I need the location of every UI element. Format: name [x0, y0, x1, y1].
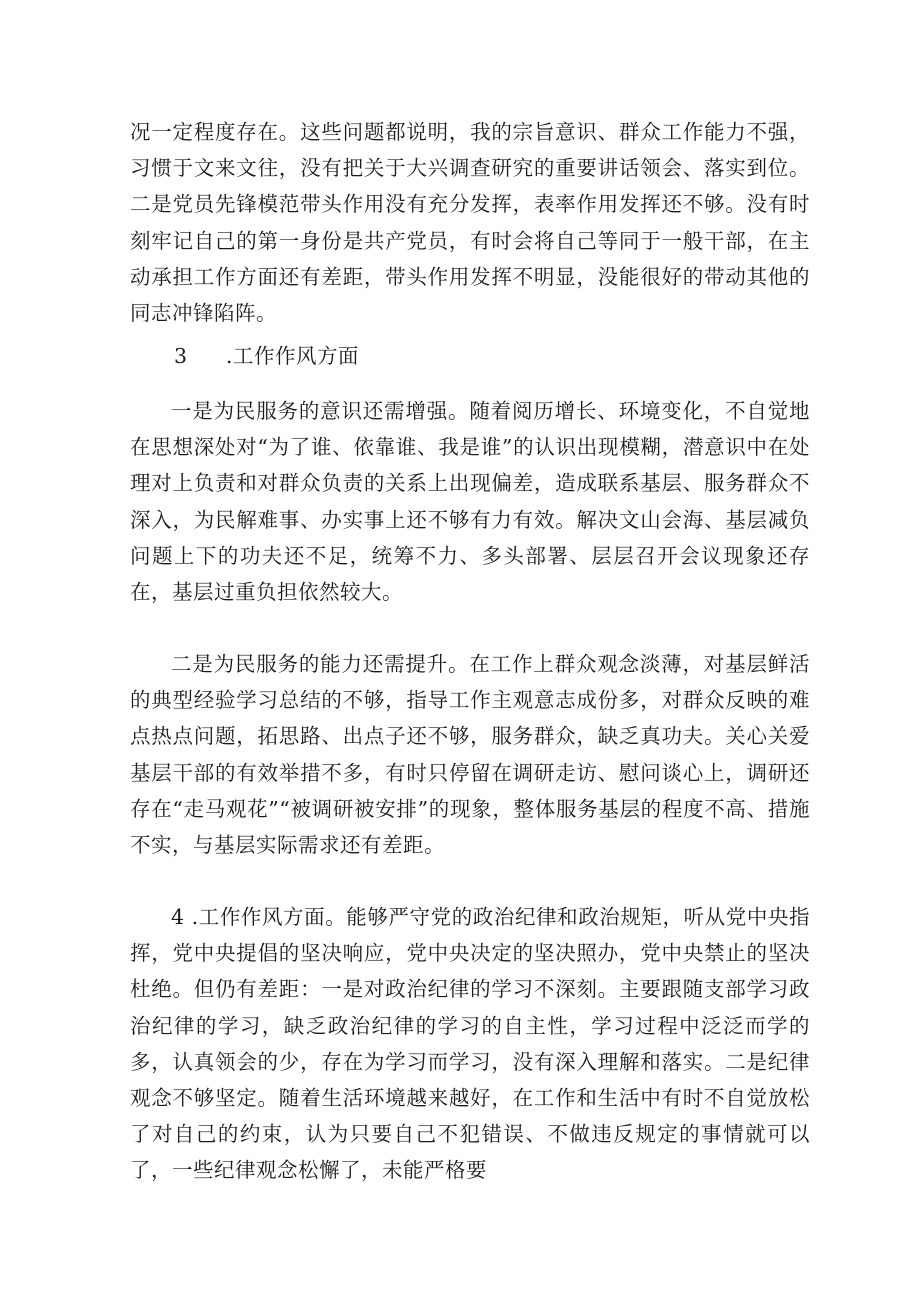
paragraph-service-capability: 二是为民服务的能力还需提升。在工作上群众观念淡薄，对基层鲜活的典型经验学习总结的不够，指导工作主观意志成份多，对群众反映的难点热点问题，拓思路、出点子还不够，服务群众，缺乏真功夫。关心关爱基层干部的有效举措不多，有时只停留在调研走访、慰问谈心上，调研还存在“走马观花”“被调研被安排”的现象，整体服务基层的程度不高、措施不实，与基层实际需求还有差距。: [130, 652, 810, 858]
paragraph-continuation: 况一定程度存在。这些问题都说明，我的宗旨意识、群众工作能力不强，习惯于文来文往，没有把关于大兴调查研究的重要讲话领会、落实到位。二是党员先锋模范带头作用没有充分发挥，表率作用发挥还不够。没有时刻牢记自己的第一身份是共产党员，有时会将自己等同于一般干部，在主动承担工作方面还有差距，带头作用发挥不明显，没能很好的带动其他的同志冲锋陷阵。: [130, 120, 810, 326]
paragraph-service-awareness: 一是为民服务的意识还需增强。随着阅历增长、环境变化，不自觉地在思想深处对“为了谁、依靠谁、我是谁”的认识出现模糊，潜意识中在处理对上负责和对群众负责的关系上出现偏差，造成联系基层、服务群众不深入，为民解难事、办实事上还不够有力有效。解决文山会海、基层减负问题上下的功夫还不足，统筹不力、多头部署、层层召开会议现象还存在，基层过重负担依然较大。: [130, 399, 810, 605]
section-title: .工作作风方面: [226, 344, 360, 368]
section-heading: [174, 338, 359, 374]
section-number: 3: [174, 344, 188, 368]
paragraph-work-style: 4 .工作作风方面。能够严守党的政治纪律和政治规矩，听从党中央指挥，党中央提倡的坚决响应，党中央决定的坚决照办，党中央禁止的坚决杜绝。但仍有差距：一是对政治纪律的学习不深刻。主要跟随支部学习政治纪律的学习，缺乏政治纪律的学习的自主性，学习过程中泛泛而学的多，认真领会的少，存在为学习而学习，没有深入理解和落实。二是纪律观念不够坚定。随着生活环境越来越好，在工作和生活中有时不自觉放松了对自己的约束，认为只要自己不犯错误、不做违反规定的事情就可以了，一些纪律观念松懈了，未能严格要: [130, 905, 810, 1183]
